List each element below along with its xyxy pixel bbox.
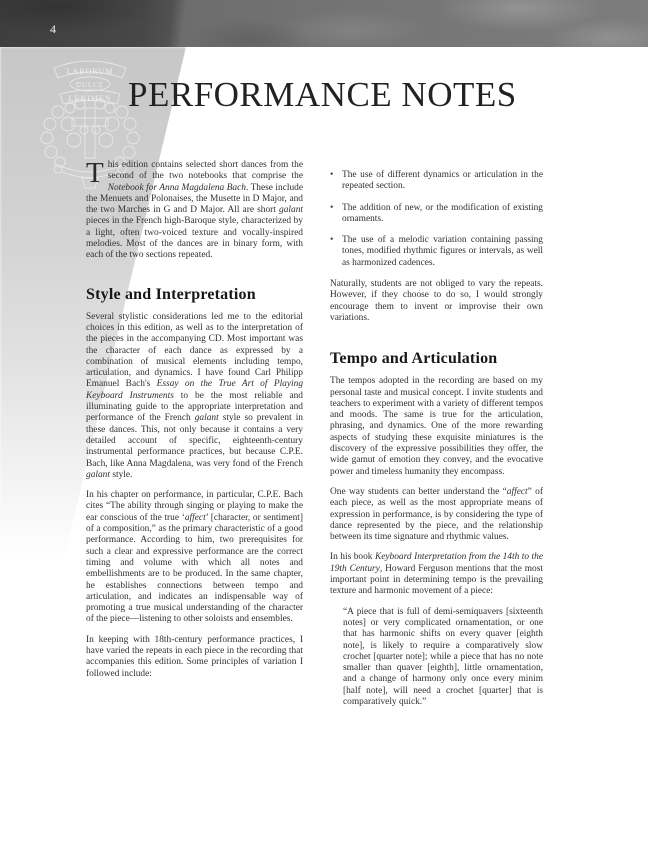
text-run: Several stylistic considerations led me to the editorial choices in this edition, as well as to the interpretation of the pieces in the accompanying CD. Most important was the character of each dance as expressed by a combination of musical elements including tempo, articulation, and dynamics. I have found Carl Philipp Emanuel Bach's bbox=[86, 311, 303, 390]
italic-text-run: Notebook for Anna Magdalena Bach bbox=[107, 182, 246, 193]
crest-motto-line3: LENIMEN bbox=[68, 94, 112, 103]
bullet-item bbox=[330, 203, 543, 226]
italic-text-run: galant bbox=[86, 469, 110, 480]
bullet-text bbox=[342, 170, 543, 193]
drop-cap: T bbox=[86, 157, 104, 189]
text-run: Naturally, students are not obliged to vary the repeats. However, if they choose to do so, I would strongly encourage them to invent or improvise their own variations. bbox=[330, 279, 543, 323]
page-title: PERFORMANCE NOTES bbox=[128, 75, 517, 114]
section-heading: Style and Interpretation bbox=[86, 285, 256, 303]
section-heading: Tempo and Articulation bbox=[330, 350, 498, 368]
italic-text-run: affect bbox=[506, 486, 528, 497]
text-run: In keeping with 18th-century performance practices, I have varied the repeats in each piece in the recording that accompanies this edition. Some principles of variation I followed include: bbox=[86, 634, 303, 679]
text-run: “A piece that is full of demi-semiquavers [sixteenth notes] or very complicated ornamentation, or one that has harmonic shifts on every quaver [eighth note], is likely to require a comparatively slow crochet [quarter note]; while a piece that has no note smaller than quaver [eighth], little ornamentation, and a change of harmony only once every minim [half note], will need a crochet [quarter] that is comparatively quick.” bbox=[343, 606, 543, 707]
text-run: ” of each piece, as well as the most appropriate means of expression in performance, is by considering the type of dance represented by the piece, and the relationship between its time signature and rhythmic values. bbox=[330, 486, 543, 543]
bullet-icon: • bbox=[330, 235, 334, 246]
italic-text-run: galant bbox=[194, 413, 219, 424]
italic-text-run: Essay on the True Art of Playing Keyboard Instruments bbox=[86, 379, 304, 401]
paragraph bbox=[330, 552, 543, 597]
paragraph bbox=[86, 490, 303, 626]
italic-text-run: galant bbox=[279, 205, 303, 216]
text-run: to be the most reliable and illuminating guide to the appropriate interpretation and performance of the French bbox=[86, 390, 303, 424]
bullet-icon: • bbox=[330, 170, 334, 180]
bullet-item bbox=[330, 170, 543, 193]
crest-motto-line1: LABORUM bbox=[66, 67, 114, 76]
italic-text-run: Keyboard Interpretation from the 14th to the 19th Century bbox=[330, 552, 543, 574]
header-marble-band bbox=[0, 0, 648, 47]
text-run: ’ [character, or sentiment] of a composition,” as the primary characteristic of a good performance. According to him, two prerequisites for such a clear and expressive performance are the correct timing and volume with which all notes and embellishments are to be produced. In the same chapter, he establishes connections between tempo and articulation, and indicates an indispensable way of promoting a true musical understanding of the character of the piece—listening to other soloists and ensembles. bbox=[86, 512, 303, 625]
text-run: style. bbox=[109, 469, 133, 480]
page-number: 4 bbox=[50, 22, 56, 36]
crest-motto-line2: DULCE bbox=[75, 81, 105, 89]
text-run: In his chapter on performance, in particular, C.P.E. Bach cites “The ability through singing or playing to make the ear conscious of the true ‘ bbox=[86, 490, 303, 523]
paragraph bbox=[86, 157, 303, 262]
bullet-icon: • bbox=[330, 202, 334, 213]
bullet-text bbox=[342, 203, 543, 226]
bullet-item bbox=[330, 235, 543, 269]
paragraph bbox=[330, 376, 543, 478]
paragraph bbox=[330, 279, 543, 324]
bullet-list bbox=[330, 170, 543, 269]
text-run: The use of different dynamics or articulation in the repeated section. bbox=[342, 170, 543, 192]
text-run: style so prevalent in these dances. This, not only because it contains a very detailed account of specific, eighteenth-century instrumental performance practices, but because C.P.E. Bach, like Anna Magdalena, was very fond of the French bbox=[86, 413, 303, 469]
text-run: The use of a melodic variation containing passing tones, modified rhythmic figures or intervals, as well as harmonized cadences. bbox=[342, 235, 543, 268]
text-run: , Howard Ferguson mentions that the most important point in determining tempo is the prevailing texture and harmonic movement of a piece: bbox=[330, 563, 544, 597]
block-quote bbox=[343, 607, 543, 709]
left-text-column bbox=[86, 157, 304, 680]
text-run: The tempos adopted in the recording are based on my personal taste and musical concept. I invite students and teachers to experiment with a variety of different tempos and moods. The same is true for the articulation, phrasing, and dynamics. One of the more rewarding aspects of studying these exquisite miniatures is the discovery of the expressive possibilities they offer, the wide gamut of emotion they convey, and the evocative power and timeless humanity they encompass. bbox=[330, 376, 543, 477]
bullet-text bbox=[342, 235, 543, 269]
text-run: . These include the Menuets and Polonaises, the Musette in D Major, and the two Marches in G and D Major. All are short bbox=[86, 182, 303, 216]
paragraph bbox=[86, 312, 303, 481]
text-run: The addition of new, or the modification of existing ornaments. bbox=[342, 202, 543, 224]
paragraph bbox=[330, 487, 543, 543]
text-run: pieces in the French high-Baroque style, characterized by a light, often two-voiced texture and vocally-inspired melodies. Most of the dances are in binary form, with each of the two sections repeated. bbox=[86, 216, 303, 261]
text-run: One way students can better understand the “ bbox=[330, 486, 507, 497]
text-run: his edition contains selected short dances from the second of the two notebooks that comprise the bbox=[107, 160, 303, 182]
italic-text-run: affect bbox=[184, 512, 206, 523]
paragraph bbox=[86, 635, 303, 680]
right-text-column bbox=[330, 170, 543, 708]
text-run: In his book bbox=[330, 552, 375, 563]
